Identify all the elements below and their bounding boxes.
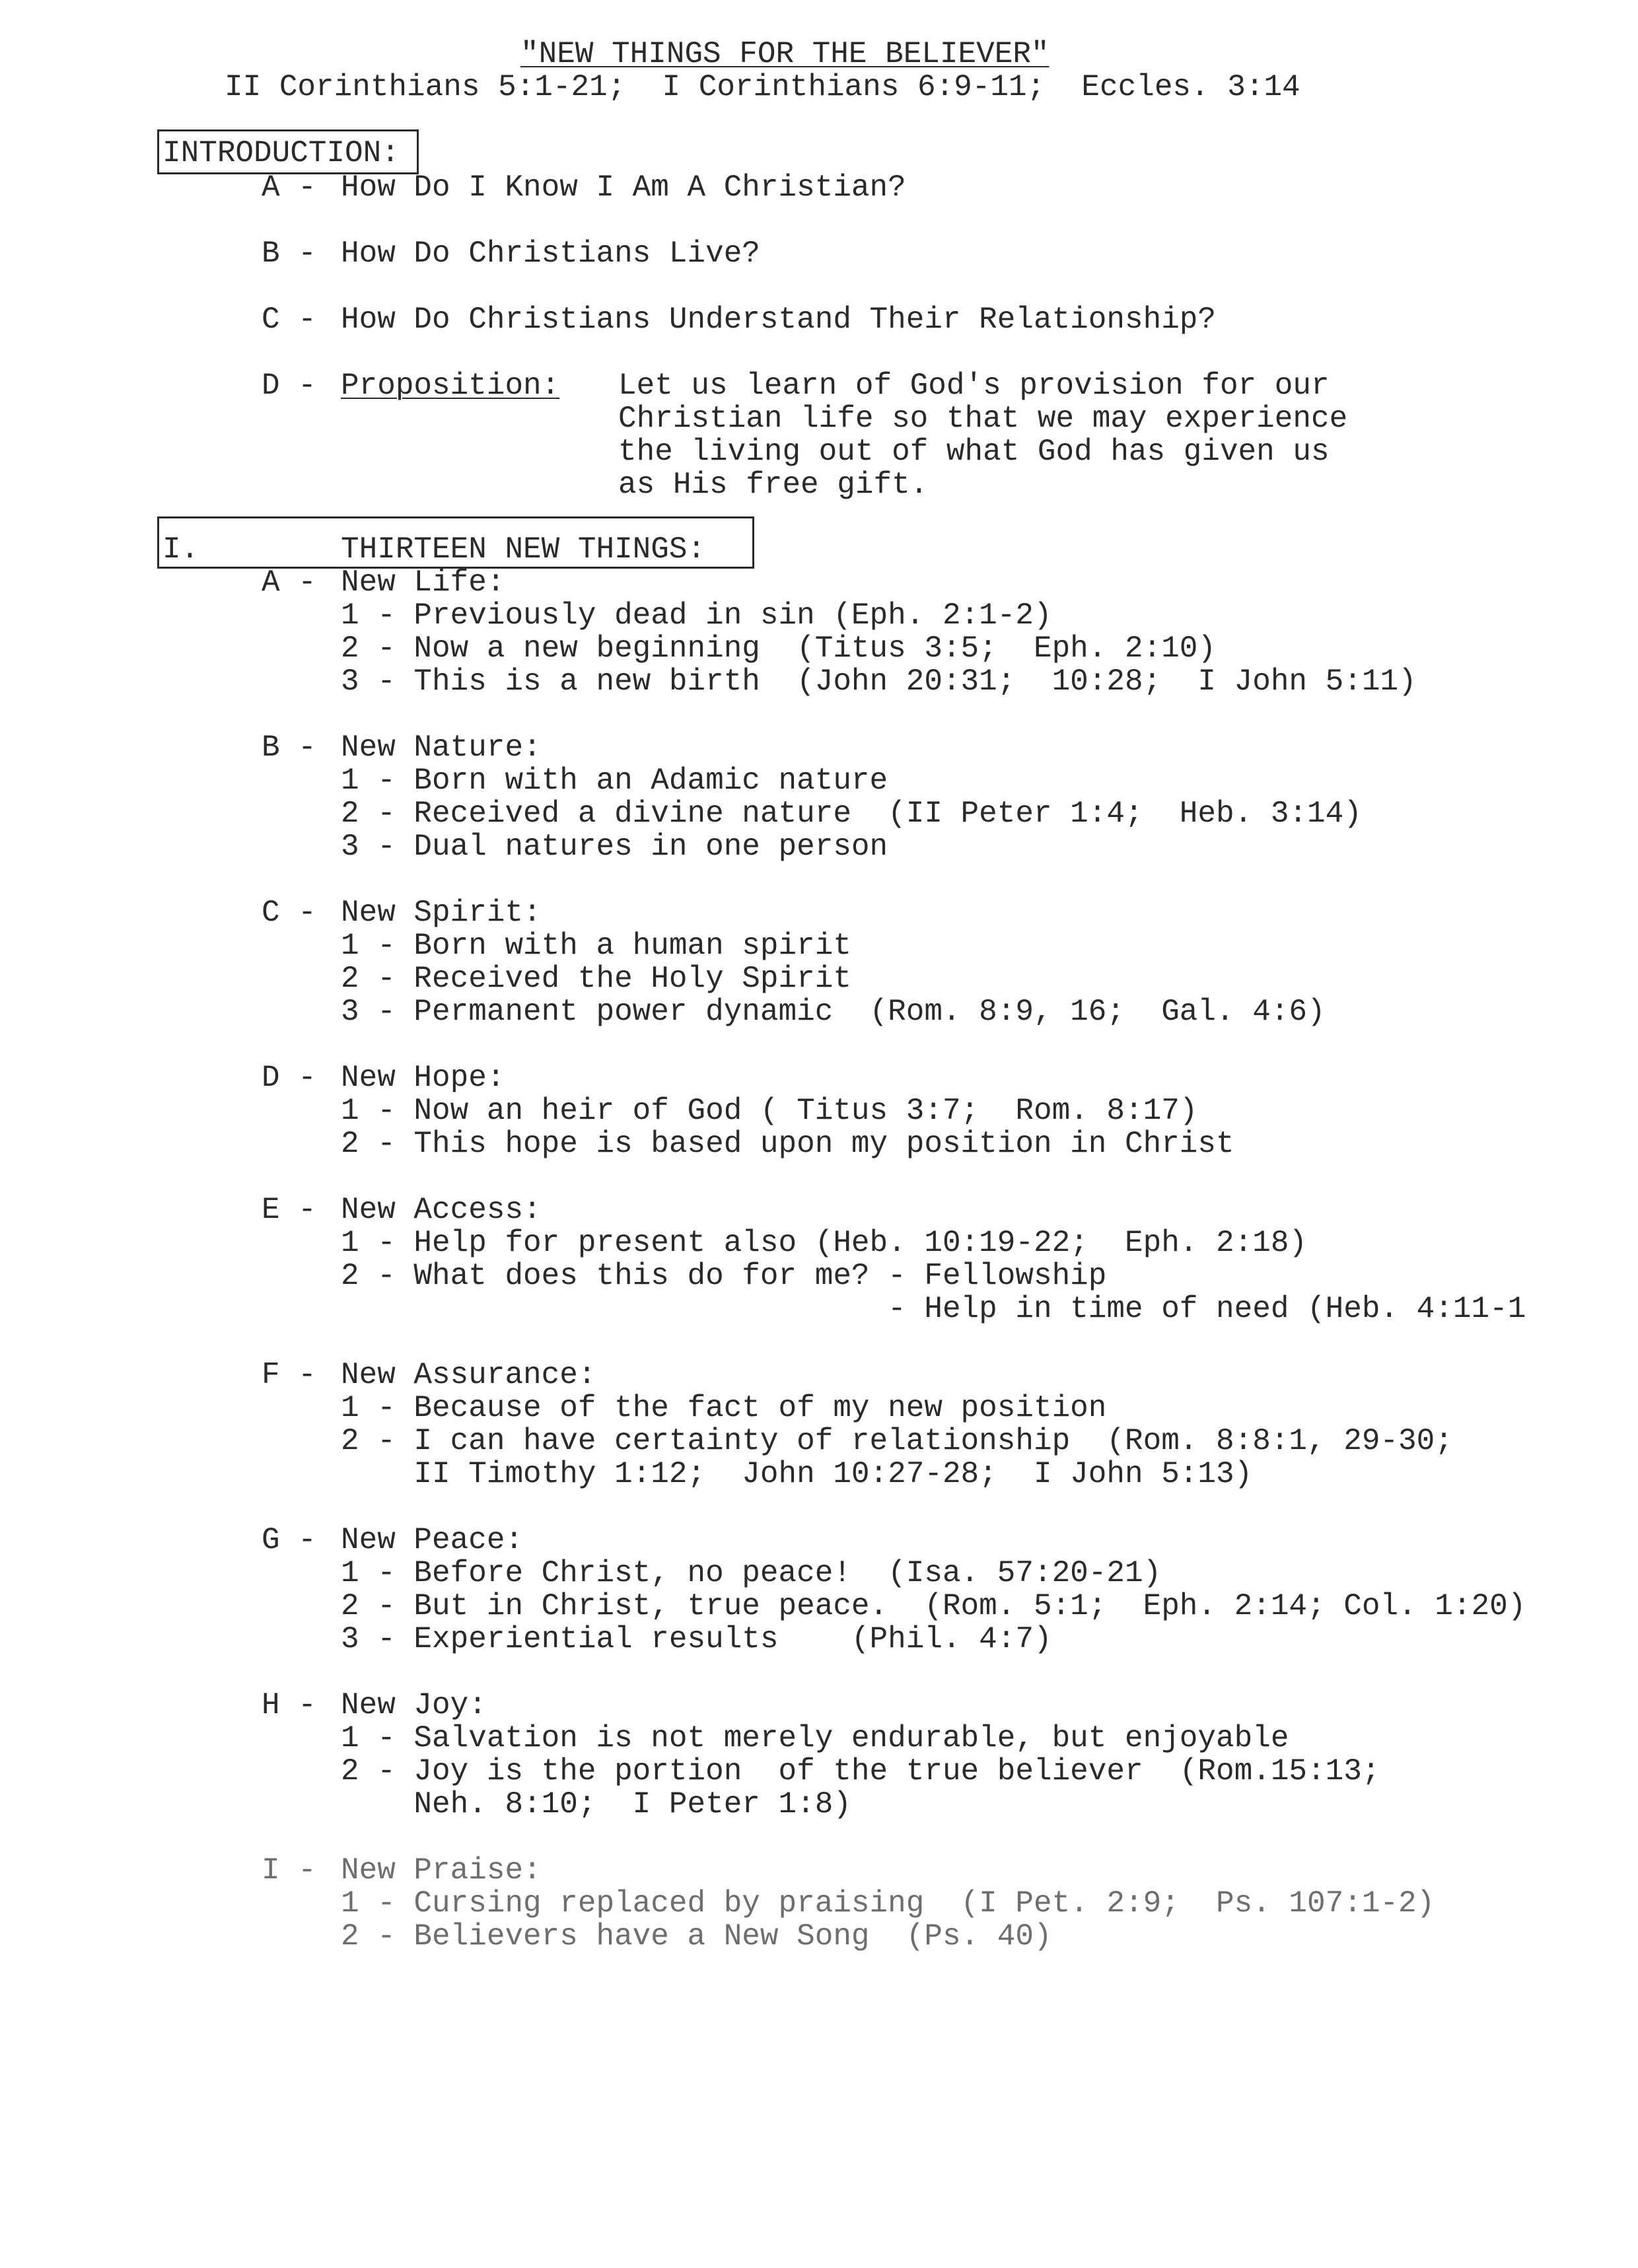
group-e-letter: E - bbox=[262, 1193, 316, 1227]
proposition-line-1: Let us learn of God's provision for our bbox=[618, 369, 1330, 403]
intro-item-b-letter: B - bbox=[262, 236, 316, 271]
intro-item-a-text: How Do I Know I Am A Christian? bbox=[341, 170, 906, 205]
group-f-line: 2 - I can have certainty of relationship (Rom. 8:8:1, 29-30; bbox=[341, 1424, 1453, 1458]
group-f-line: II Timothy 1:12; John 10:27-28; I John 5:13) bbox=[341, 1457, 1253, 1491]
section-heading-left-rule bbox=[157, 516, 159, 568]
group-b-line: 3 - Dual natures in one person bbox=[341, 830, 888, 864]
group-h-title: New Joy: bbox=[341, 1688, 487, 1722]
group-d-line: 1 - Now an heir of God ( Titus 3:7; Rom. 8:17) bbox=[341, 1094, 1198, 1128]
group-i-letter: I - bbox=[262, 1853, 316, 1888]
section-heading-right-rule bbox=[752, 516, 754, 568]
section-heading-top-rule bbox=[157, 516, 754, 518]
group-g-line: 1 - Before Christ, no peace! (Isa. 57:20-21) bbox=[341, 1556, 1162, 1590]
section-numeral: I. bbox=[162, 532, 199, 567]
proposition-line-4: as His free gift. bbox=[618, 468, 929, 502]
group-a-title: New Life: bbox=[341, 565, 505, 600]
group-f-line: 1 - Because of the fact of my new position bbox=[341, 1391, 1107, 1425]
proposition-line-3: the living out of what God has given us bbox=[618, 435, 1330, 469]
group-c-title: New Spirit: bbox=[341, 896, 542, 930]
group-b-title: New Nature: bbox=[341, 730, 542, 765]
group-g-title: New Peace: bbox=[341, 1523, 524, 1557]
scripture-references: II Corinthians 5:1-21; I Corinthians 6:9-11; Eccles. 3:14 bbox=[225, 70, 1300, 104]
group-h-letter: H - bbox=[262, 1688, 316, 1722]
group-b-line: 2 - Received a divine nature (II Peter 1:4; Heb. 3:14) bbox=[341, 797, 1362, 831]
introduction-heading: INTRODUCTION: bbox=[162, 136, 400, 170]
group-i-title: New Praise: bbox=[341, 1853, 542, 1888]
group-g-letter: G - bbox=[262, 1523, 316, 1557]
group-i-line: 1 - Cursing replaced by praising (I Pet. 2:9; Ps. 107:1-2) bbox=[341, 1886, 1435, 1921]
group-i-line: 2 - Believers have a New Song (Ps. 40) bbox=[341, 1919, 1052, 1954]
group-a-letter: A - bbox=[262, 565, 316, 600]
group-h-line: 1 - Salvation is not merely endurable, but enjoyable bbox=[341, 1721, 1289, 1755]
group-d-line: 2 - This hope is based upon my position in Christ bbox=[341, 1127, 1234, 1161]
intro-item-a-letter: A - bbox=[262, 170, 316, 205]
group-h-line: Neh. 8:10; I Peter 1:8) bbox=[341, 1787, 851, 1822]
group-b-letter: B - bbox=[262, 730, 316, 765]
group-a-line: 3 - This is a new birth (John 20:31; 10:28; I John 5:11) bbox=[341, 664, 1417, 699]
group-f-letter: F - bbox=[262, 1358, 316, 1392]
group-g-line: 3 - Experiential results (Phil. 4:7) bbox=[341, 1622, 1052, 1656]
group-e-line: 2 - What does this do for me? - Fellowship bbox=[341, 1259, 1107, 1293]
group-d-letter: D - bbox=[262, 1061, 316, 1095]
group-g-line: 2 - But in Christ, true peace. (Rom. 5:1; Eph. 2:14; Col. 1:20) bbox=[341, 1589, 1526, 1623]
group-c-line: 2 - Received the Holy Spirit bbox=[341, 962, 851, 996]
group-e-line: 1 - Help for present also (Heb. 10:19-22; Eph. 2:18) bbox=[341, 1226, 1308, 1260]
group-e-line: - Help in time of need (Heb. 4:11-1 bbox=[341, 1292, 1526, 1326]
proposition-line-2: Christian life so that we may experience bbox=[618, 402, 1348, 436]
intro-item-d-letter: D - bbox=[262, 369, 316, 403]
group-d-title: New Hope: bbox=[341, 1061, 505, 1095]
group-c-line: 3 - Permanent power dynamic (Rom. 8:9, 16; Gal. 4:6) bbox=[341, 995, 1326, 1029]
group-f-title: New Assurance: bbox=[341, 1358, 596, 1392]
group-b-line: 1 - Born with an Adamic nature bbox=[341, 763, 888, 798]
group-a-line: 1 - Previously dead in sin (Eph. 2:1-2) bbox=[341, 598, 1052, 633]
intro-item-c-text: How Do Christians Understand Their Relationship? bbox=[341, 302, 1217, 337]
proposition-label: Proposition: bbox=[341, 369, 560, 403]
section-heading: THIRTEEN NEW THINGS: bbox=[341, 532, 706, 567]
group-c-line: 1 - Born with a human spirit bbox=[341, 929, 851, 963]
group-c-letter: C - bbox=[262, 896, 316, 930]
group-h-line: 2 - Joy is the portion of the true believer (Rom.15:13; bbox=[341, 1754, 1380, 1789]
group-a-line: 2 - Now a new beginning (Titus 3:5; Eph. 2:10) bbox=[341, 631, 1217, 666]
document-title: "NEW THINGS FOR THE BELIEVER" bbox=[520, 37, 1050, 71]
intro-item-c-letter: C - bbox=[262, 302, 316, 337]
group-e-title: New Access: bbox=[341, 1193, 542, 1227]
intro-item-b-text: How Do Christians Live? bbox=[341, 236, 760, 271]
